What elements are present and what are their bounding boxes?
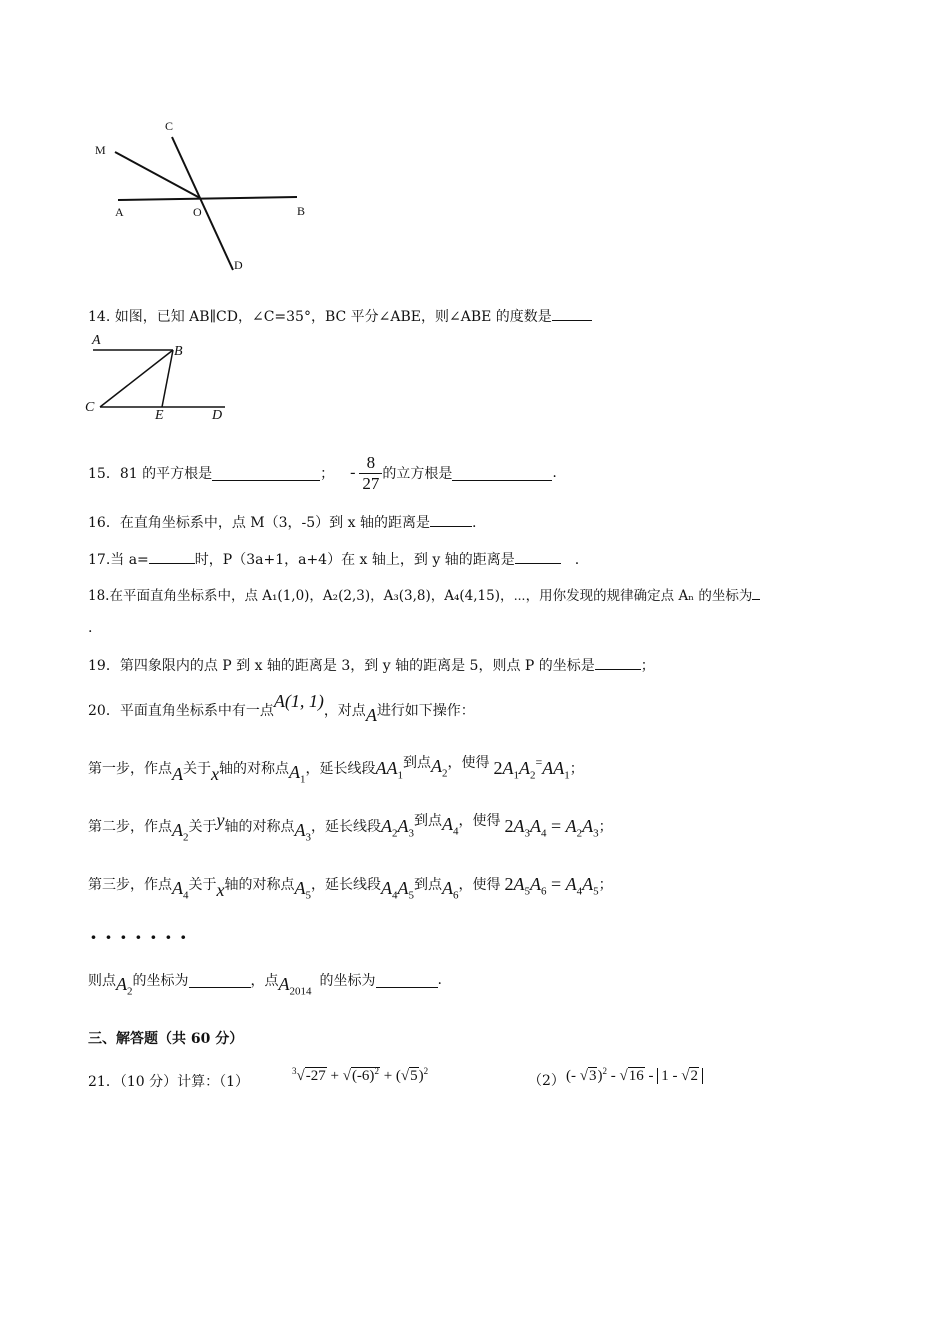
step3-text-5: 到点 bbox=[414, 877, 442, 893]
step3-text-6: ，使得 bbox=[458, 877, 501, 893]
q17-answer-blank-2[interactable] bbox=[515, 549, 561, 564]
step3-a5: $A_5$ bbox=[294, 878, 311, 902]
q20-step-2 bbox=[88, 808, 613, 844]
step3-a4a5: $A_4A_5$ bbox=[381, 878, 414, 902]
q20-point: A(1, 1) bbox=[273, 691, 324, 711]
step3-text-1: 第三步，作点 bbox=[88, 877, 172, 893]
q20-point-a: A bbox=[365, 705, 377, 725]
step2-a3: $A_3$ bbox=[294, 820, 311, 844]
q21-expression-2: (- √3)$^2$ - √16 - 1 - √2 bbox=[566, 1066, 703, 1085]
q18-end: . bbox=[88, 620, 93, 636]
q19-answer-blank[interactable] bbox=[595, 655, 641, 670]
q15-fraction-numerator: 8 bbox=[359, 453, 382, 474]
q20-intro-1: 20．平面直角坐标系中有一点 bbox=[88, 703, 274, 719]
question-21 bbox=[88, 1066, 249, 1096]
label-d: D bbox=[234, 258, 243, 272]
q14-text: 14. 如图，已知 AB∥CD，∠C=35°，BC 平分∠ABE，则∠ABE 的度数是 bbox=[88, 309, 552, 325]
step2-equation: $2A_3A_4 = A_2A_3$ bbox=[504, 816, 599, 840]
step3-text-2: 关于 bbox=[188, 877, 217, 893]
q17-end: . bbox=[574, 552, 580, 568]
step2-a2: $A_2$ bbox=[172, 820, 189, 844]
q15-fraction-denominator: 27 bbox=[362, 473, 380, 493]
q15-answer-blank-1[interactable] bbox=[212, 466, 320, 481]
q15-minus: - bbox=[350, 464, 356, 481]
step3-a6: $A_6$ bbox=[442, 878, 459, 902]
step1-a2: $A_2$ bbox=[431, 756, 448, 780]
step3-text-4: ，延长线段 bbox=[311, 877, 381, 893]
step3-a4: $A_4$ bbox=[172, 878, 189, 902]
question-20 bbox=[88, 690, 475, 725]
step2-text-4: ，延长线段 bbox=[311, 819, 381, 835]
label-c-2: C bbox=[85, 400, 95, 415]
step2-end: ； bbox=[598, 819, 613, 835]
final-text-4: 的坐标为 bbox=[319, 973, 376, 989]
q15-answer-blank-2[interactable] bbox=[452, 466, 552, 481]
label-d-2: D bbox=[212, 408, 223, 423]
q17-text-2: 时，P（3a+1，a+4）在 x 轴上，到 y 轴的距离是 bbox=[194, 552, 515, 568]
step2-a2a3: $A_2A_3$ bbox=[381, 816, 414, 840]
q20-step-3 bbox=[88, 866, 613, 902]
q15-separator: ； bbox=[320, 466, 335, 482]
step1-aa1: $AA_1$ bbox=[375, 758, 403, 782]
question-19 bbox=[88, 655, 655, 675]
step3-end: ； bbox=[598, 877, 613, 893]
question-16 bbox=[88, 512, 476, 532]
q17-answer-blank-1[interactable] bbox=[149, 549, 195, 564]
step3-axis: x bbox=[216, 879, 225, 900]
step2-text-6: ，使得 bbox=[458, 813, 501, 829]
label-c: C bbox=[165, 119, 174, 133]
q16-end: . bbox=[471, 515, 477, 531]
q21-expression-1: $^3√-27 + √(-6)^2 + (√5)^2$ bbox=[292, 1066, 429, 1084]
final-answer-blank-1[interactable] bbox=[189, 973, 251, 988]
q20-intro-3: 进行如下操作： bbox=[376, 703, 475, 719]
step1-text-4: ，延长线段 bbox=[305, 761, 376, 777]
final-text-1: 则点 bbox=[88, 973, 116, 989]
q20-step-1 bbox=[88, 750, 584, 786]
step2-text-1: 第二步，作点 bbox=[88, 819, 172, 835]
q18-answer-blank[interactable] bbox=[752, 585, 760, 600]
step3-text-3: 轴的对称点 bbox=[224, 877, 295, 893]
question-17 bbox=[88, 549, 579, 569]
final-text-2: 的坐标为 bbox=[132, 973, 189, 989]
step1-a1: $A_1$ bbox=[289, 762, 306, 786]
q15-text-2: 的立方根是 bbox=[382, 466, 453, 482]
final-a2014: $A_{2014}$ bbox=[278, 974, 312, 998]
step3-equation: $2A_5A_6 = A_4A_5$ bbox=[504, 874, 599, 898]
step1-axis: x bbox=[211, 763, 219, 784]
step1-a: A bbox=[172, 763, 183, 784]
q20-intro-2: ，对点 bbox=[323, 703, 366, 719]
q15-fraction bbox=[359, 453, 382, 494]
final-text-3: ，点 bbox=[250, 973, 279, 989]
section-heading: 三、解答题（共 60 分） bbox=[88, 1031, 244, 1047]
q21-part-2-label: （2） bbox=[528, 1073, 565, 1089]
label-e-2: E bbox=[155, 408, 164, 423]
label-b-2: B bbox=[174, 344, 183, 359]
question-18 bbox=[88, 584, 760, 604]
final-answer-blank-2[interactable] bbox=[376, 973, 438, 988]
label-m: M bbox=[95, 143, 106, 157]
q15-text-1: 15．81 的平方根是 bbox=[88, 466, 213, 482]
label-a: A bbox=[115, 205, 124, 219]
q17-text-1: 17.当 a= bbox=[88, 552, 149, 568]
q21-text: 21．（10 分）计算：（1） bbox=[88, 1074, 249, 1090]
ellipsis-dots: ······· bbox=[90, 925, 195, 949]
label-o: O bbox=[193, 205, 202, 219]
label-b: B bbox=[297, 204, 306, 218]
q19-text: 19．第四象限内的点 P 到 x 轴的距离是 3，到 y 轴的距离是 5，则点 P 的坐标是 bbox=[88, 658, 595, 674]
q15-end: . bbox=[552, 465, 557, 481]
figure-intersecting-lines bbox=[85, 110, 325, 280]
q14-answer-blank[interactable] bbox=[552, 306, 592, 321]
q18-text: 18.在平面直角坐标系中，点 A₁(1,0)，A₂(2,3)，A₃(3,8)，A₄(4,15)，⋯，用你发现的规律确定点 Aₙ 的坐标为 bbox=[88, 588, 753, 604]
question-15 bbox=[88, 448, 557, 498]
question-14 bbox=[88, 306, 592, 326]
final-end: . bbox=[437, 972, 442, 988]
step2-text-2: 关于 bbox=[188, 819, 217, 835]
step1-text-5: 到点 bbox=[403, 755, 431, 771]
q19-end: ； bbox=[640, 658, 655, 674]
step2-text-3: 轴的对称点 bbox=[224, 819, 295, 835]
q20-final bbox=[88, 962, 442, 998]
step2-text-5: 到点 bbox=[414, 813, 442, 829]
step1-text-2: 关于 bbox=[183, 761, 211, 777]
step1-text-1: 第一步，作点 bbox=[88, 761, 172, 777]
step2-axis: y bbox=[216, 809, 225, 830]
step1-end: ； bbox=[569, 761, 584, 777]
step1-equation: $2A_1A_2^=AA_1$ bbox=[493, 755, 570, 782]
step2-a4: $A_4$ bbox=[442, 814, 459, 838]
final-a2: $A_2$ bbox=[116, 974, 133, 998]
step1-text-6: ，使得 bbox=[447, 755, 490, 771]
step1-text-3: 轴的对称点 bbox=[219, 761, 289, 777]
q16-answer-blank[interactable] bbox=[430, 512, 472, 527]
q16-text: 16．在直角坐标系中，点 M（3，-5）到 x 轴的距离是 bbox=[88, 515, 430, 531]
label-a-2: A bbox=[92, 333, 101, 348]
